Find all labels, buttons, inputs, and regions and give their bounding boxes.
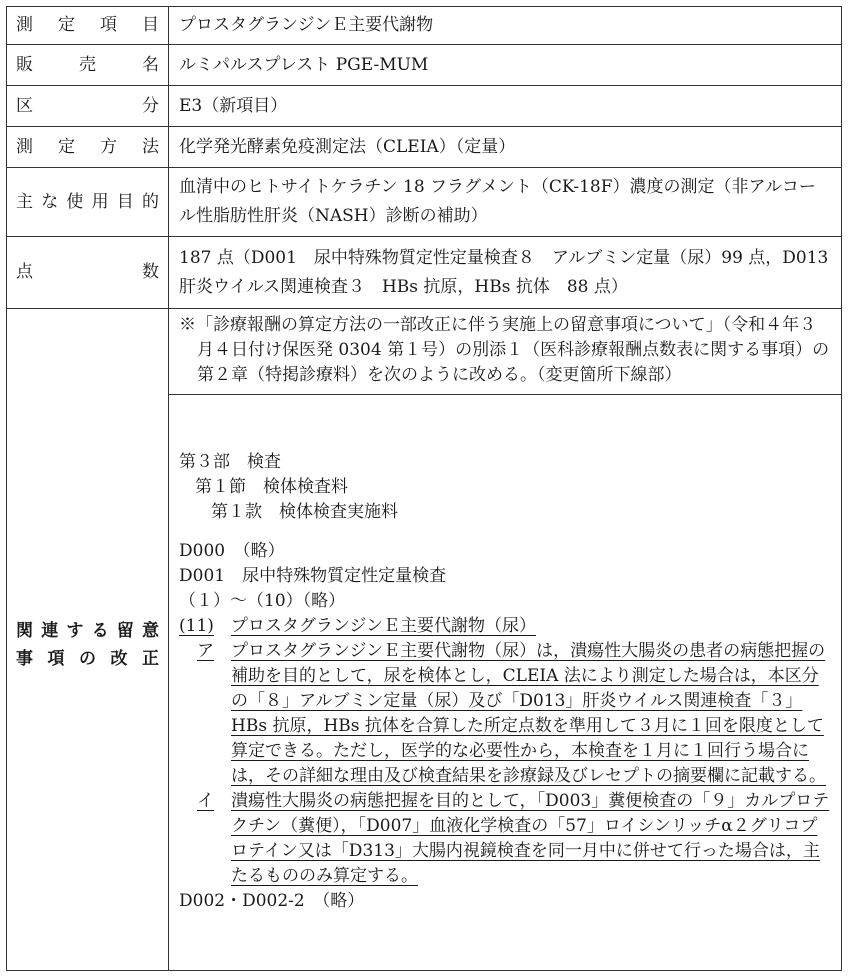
label-char: 用 [91,191,109,212]
label-char: 目 [116,191,134,212]
label-char: 事 [16,648,33,669]
label-char: 測 [16,15,33,35]
label-char: 連 [41,620,59,641]
items-1-10-line: （１）～（10）（略） [179,590,346,611]
row-related-notes [7,309,842,395]
item-11-number: (11) [179,615,214,636]
label-char: 区 [16,95,33,116]
label-char: 売 [79,54,96,75]
section-heading: 第３部 検査 [179,451,281,472]
label-char: 的 [141,191,159,212]
label-product-name [7,45,169,86]
label-spread [16,13,159,38]
label-char: 方 [100,136,117,157]
label-char: 点 [16,262,33,282]
label-char: 定 [58,15,75,35]
spacer [179,525,831,539]
value-method: 化学発光酵素免疫測定法（CLEIA）（定量） [169,127,842,168]
label-char: 留 [116,620,134,641]
label-char: 関 [16,620,33,641]
label-char: 項 [100,15,117,35]
label-measurement-item [7,7,169,45]
item-11-title: プロスタグランジンＥ主要代謝物（尿） [230,615,537,636]
label-spread [16,94,159,119]
label-spread [16,260,159,285]
value-points: 187 点（D001 尿中特殊物質定性定量検査８ アルブミン定量（尿）99 点，D013 肝炎ウイルス関連検査３ HBs 抗原，HBs 抗体 88 点） [169,237,842,309]
row-product-name [7,45,842,86]
item-a-paragraph [179,639,831,789]
label-char: な [41,191,59,212]
label-points [7,237,169,309]
d001-line: D001 尿中特殊物質定性定量検査 [179,565,447,586]
row-category [7,86,842,127]
label-char: 正 [142,648,159,669]
d000-line: D000 （略） [179,540,285,561]
label-char: 項 [47,648,65,669]
row-purpose [7,168,842,237]
item-a-marker: ア [197,640,214,661]
revision-note [169,309,842,395]
label-char: 改 [110,648,128,669]
label-char: 法 [142,136,159,157]
label-char: す [66,620,84,641]
label-spread [16,53,159,78]
row-measurement-item [7,7,842,45]
label-char: る [91,620,109,641]
value-purpose: 血清中のヒトサイトケラチン 18 フラグメント（CK-18F）濃度の測定（非アルコール性脂肪性肝炎（NASH）診断の補助） [169,168,842,237]
note-text: ※「診療報酬の算定方法の一部改正に伴う実施上の留意事項について」（令和４年３月４日付け保医発 0304 第１号）の別添１（医科診療報酬点数表に関する事項）の第２章（特掲診療料）を次のように改める。（変更箇所下線部） [179,315,830,385]
label-spread [16,135,159,160]
value-product-name: ルミパルスプレスト PGE-MUM [169,45,842,86]
label-char: 数 [142,262,159,282]
label-spread [16,190,159,215]
item-i-marker: イ [197,790,214,811]
label-char: 使 [66,191,84,212]
subsection-heading: 第１節 検体検査料 [195,476,348,497]
d002-line: D002・D002-2 （略） [179,890,365,911]
item-i-paragraph [179,789,831,889]
label-method [7,127,169,168]
value-category: E3（新項目） [169,86,842,127]
label-char: の [79,648,96,669]
related-label-line2 [16,645,159,673]
label-char: 目 [142,15,159,35]
related-label-line1 [16,617,159,645]
info-table [6,6,846,971]
label-char: 主 [16,191,33,212]
label-related-notes [7,309,169,971]
label-category [7,86,169,127]
label-purpose [7,168,169,237]
row-method [7,127,842,168]
value-measurement-item: プロスタグランジンＥ主要代謝物 [169,7,842,45]
row-points [7,237,842,309]
label-char: 測 [16,136,33,157]
label-char: 分 [142,95,159,116]
revision-body [169,395,842,971]
item-i-text: 潰瘍性大腸炎の病態把握を目的として，「D003」糞便検査の「９」カルプロテクチン（糞便），「D007」血液化学検査の「57」ロイシンリッチα２グリコプロテイン又は「D313」大腸内視鏡検査を同一月中に併せて行った場合は，主たるもののみ算定する。 [231,790,830,886]
label-char: 定 [58,136,75,157]
label-char: 名 [142,54,159,75]
item-a-text: プロスタグランジンＥ主要代謝物（尿）は，潰瘍性大腸炎の患者の病態把握の補助を目的として，尿を検体とし，CLEIA 法により測定した場合は，本区分の「８」アルブミン定量（尿）及び「D013」肝炎ウイルス関連検査「３」HBs 抗原，HBs 抗体を合算した所定点数を準用して３月に１回を限度として算定できる。ただし，医学的な必要性から，本検査を１月に１回行う場合には，その詳細な理由及び検査結果を診療録及びレセプトの摘要欄に記載する。 [231,640,826,786]
subsubsection-heading: 第１款 検体検査実施料 [211,501,398,522]
label-char: 販 [16,54,33,75]
label-char: 意 [141,620,159,641]
item-11-heading [179,614,831,639]
